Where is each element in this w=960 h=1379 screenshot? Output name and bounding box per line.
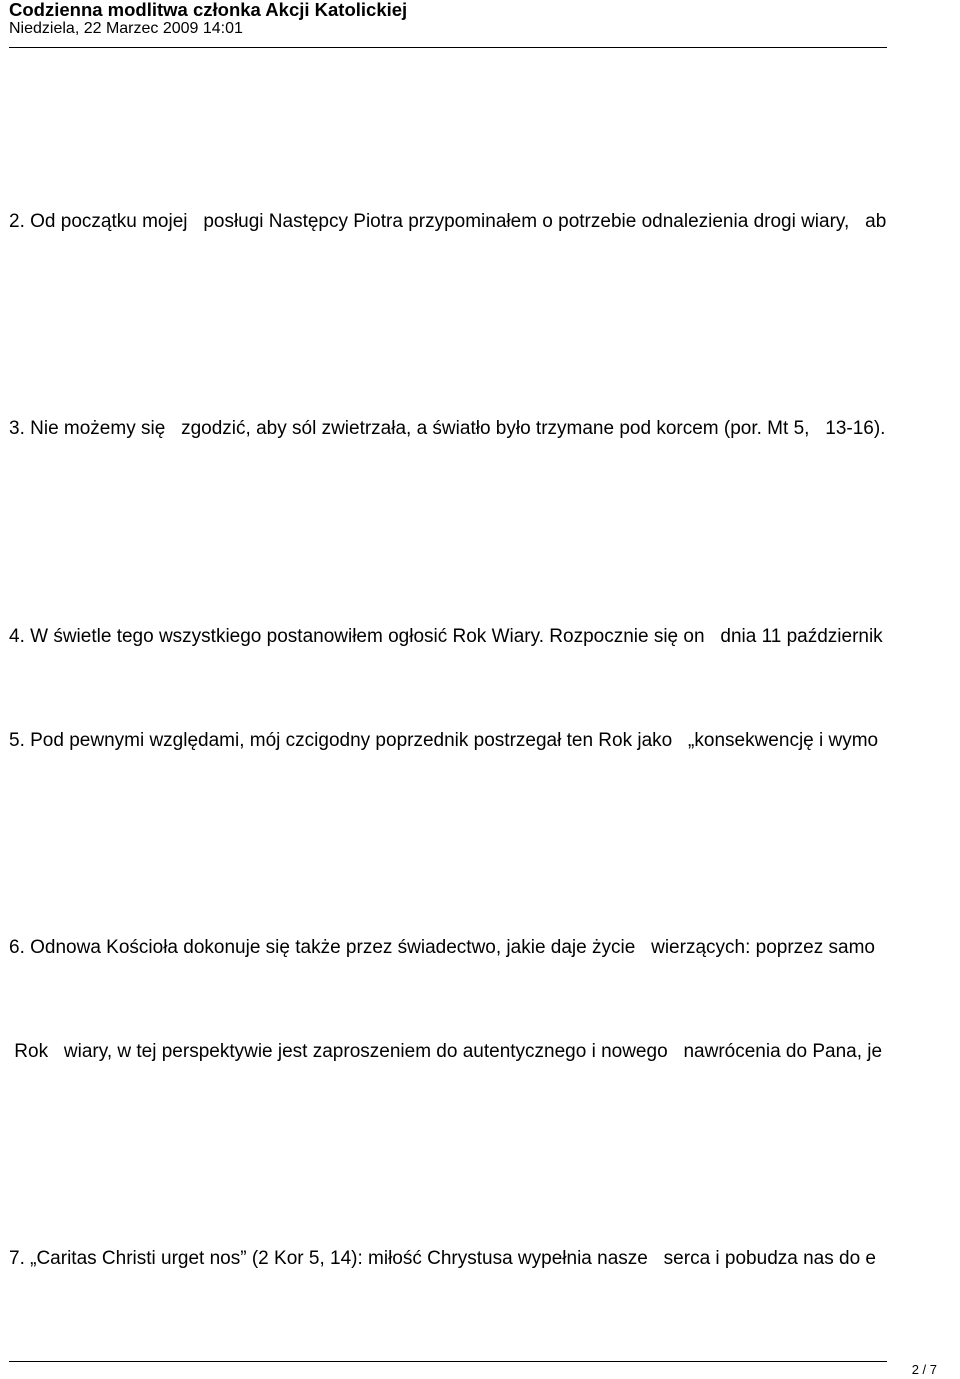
document-date: Niedziela, 22 Marzec 2009 14:01 (9, 20, 243, 37)
page-header (9, 0, 887, 48)
paragraph-4: 4. W świetle tego wszystkiego postanowiłem ogłosić Rok Wiary. Rozpocznie się on dnia 11 październik (9, 626, 883, 647)
paragraph-3: 3. Nie możemy się zgodzić, aby sól zwietrzała, a światło było trzymane pod korcem (por. Mt 5, 13-16). (9, 418, 886, 439)
page-number: 2 / 7 (911, 1362, 937, 1377)
paragraph-6-continued: Rok wiary, w tej perspektywie jest zaproszeniem do autentycznego i nowego nawrócenia do Pana, je (9, 1041, 883, 1062)
paragraph-7: 7. „Caritas Christi urget nos” (2 Kor 5, 14): miłość Chrystusa wypełnia nasze serca i pobudza nas do e (9, 1248, 876, 1269)
paragraph-6: 6. Odnowa Kościoła dokonuje się także przez świadectwo, jakie daje życie wierzących: poprzez samo (9, 937, 875, 958)
footer-rule (9, 1361, 887, 1362)
paragraph-2: 2. Od początku mojej posługi Następcy Piotra przypominałem o potrzebie odnalezienia drogi wiary, ab (9, 211, 887, 232)
paragraph-5: 5. Pod pewnymi względami, mój czcigodny poprzednik postrzegał ten Rok jako „konsekwencję i wymo (9, 730, 879, 751)
document-title: Codzienna modlitwa członka Akcji Katolickiej (9, 0, 408, 20)
